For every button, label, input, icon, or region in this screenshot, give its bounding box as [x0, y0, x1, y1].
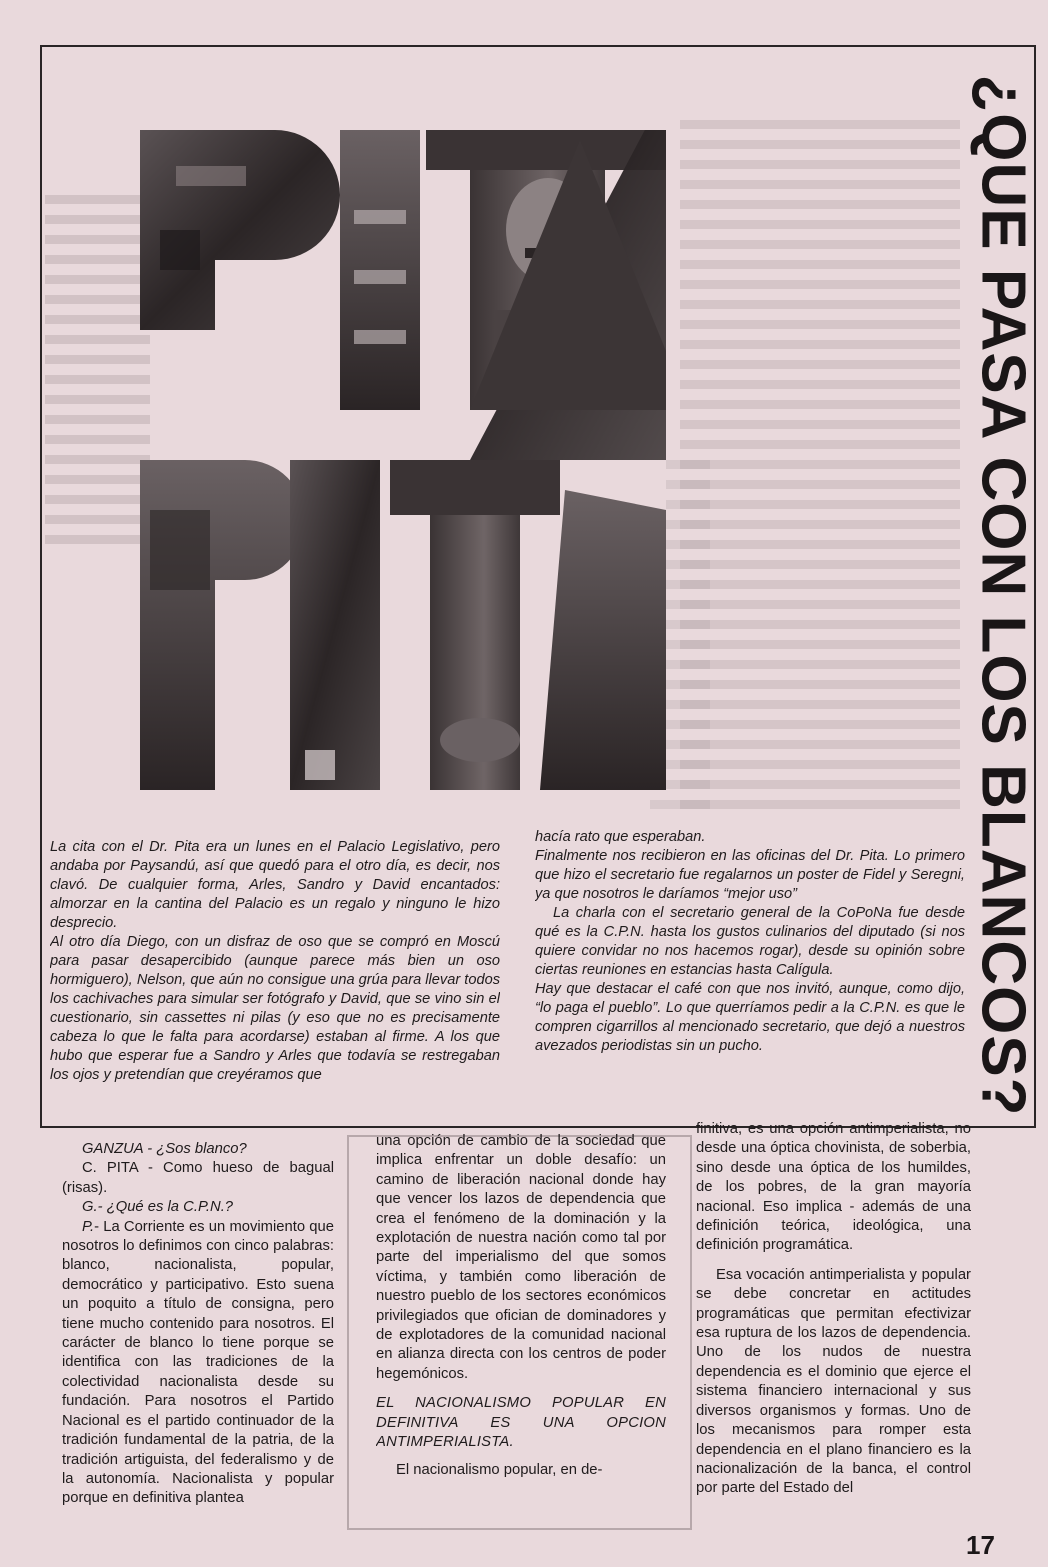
col3-paragraph-1: finitiva, es una opción antimperialista, no desde una óptica chovinista, de soberbia, sino desde una óptica de los humildes, de los pobres, de la gran mayoría nacional. Eso implica - además de una definición teórica, ideológica, una definición programática.: [696, 1121, 971, 1254]
col3-paragraph-2: Esa vocación antimperialista y popular se debe concretar en actitudes programáticas que permitan efectivizar esa ruptura de los lazos de dependencia. Uno de los nudos de nuestra dependencia es el dominio que ejerce el sistema financiero internacional y sus diversos organismos y formas. Uno de los mecanismos para romper esta dependencia en el plano financiero es la nacionalización de la banca, el control por parte del Estado del: [696, 1266, 971, 1497]
letter-i-bottom: [290, 460, 380, 790]
caption-right-p4: Hay que destacar el café con que nos invitó, aunque, como dijo, “lo paga el pueblo”. Lo que querríamos pedir a la C.P.N. es que le compren cigarrillos al mencionado secretario, que dejó a nuestros avezados periodistas sin un pucho.: [535, 981, 965, 1054]
col2-subheading: EL NACIONALISMO POPULAR EN DEFINITIVA ES UNA OPCION ANTIMPERIALISTA.: [376, 1395, 666, 1451]
letter-i-top: [340, 130, 420, 410]
letter-t-bottom: [390, 460, 560, 790]
caption-right: [535, 828, 965, 1118]
caption-right-p1: hacía rato que esperaban.: [535, 829, 706, 845]
caption-right-p2: Finalmente nos recibieron en las oficinas del Dr. Pita. Lo primero que hizo el secretario fue regalarnos un poster de Fidel y Seregni, ya que nosotros le daríamos “mejor uso”: [535, 848, 965, 902]
answer-2-text: - La Corriente es un movimiento que nosotros lo definimos con cinco palabras: blanco, nacionalista, popular, democrático y participativo. Esto suena un poquito a título de consigna, pero tiene mucho contenido para nosotros. El carácter de blanco lo tiene porque se identifica con las tradiciones de la colectividad nacionalista desde su fundación. Para nosotros el Partido Nacional es el partido continuador de la tradición fundamental de la patria, de la tradición artiguista, del federalismo y de la autonomía. Nacionalista y popular porque en definitiva plantea: [62, 1218, 334, 1507]
vertical-title-text: ¿QUE PASA CON LOS BLANCOS?: [969, 73, 1039, 1117]
body-column-2: [376, 1132, 666, 1527]
col2-paragraph-2: El nacionalismo popular, en de-: [396, 1461, 603, 1478]
answer-1: C. PITA - Como hueso de bagual (risas).: [62, 1160, 334, 1196]
pita-letter-collage: [140, 130, 666, 800]
caption-left-p2: Al otro día Diego, con un disfraz de oso que se compró en Moscú para pasar desapercibido (aunque parece más bien un oso hormiguero), Nelson, que aún no consigue una grúa para llevar todos los cachivaches para simular ser fotógrafo y David, que se vino sin el cuestionario, sin cassettes ni pilas (y eso que no es precisamente cabeza lo que le falta para acordarse) estaban al firme. A los que hubo que esperar fue a Sandro y Arles que todavía se restregaban los ojos y pretendían que creyéramos que: [50, 934, 500, 1083]
question-1: GANZUA - ¿Sos blanco?: [82, 1141, 247, 1157]
page-number: 17: [966, 1530, 995, 1560]
answer-2: [62, 1218, 334, 1509]
body-column-1: [62, 1140, 334, 1525]
letter-p-top: [140, 130, 340, 330]
photo-collage: [140, 130, 666, 800]
caption-right-p3: La charla con el secretario general de la CoPoNa fue desde qué es la C.P.N. hasta los gustos culinarios del diputado (si nos quiere convidar no nos hacemos rogar), desde su opinión sobre ciertas reuniones en estancias hasta Calígula.: [535, 905, 965, 978]
caption-left-p1: La cita con el Dr. Pita era un lunes en el Palacio Legislativo, pero andaba por Paysandú, así que quedó para el otro día, es decir, nos clavó. De cualquier forma, Arles, Sandro y David encantados: almorzar en la cantina del Palacio es un regalo y ninguno le hizo desprecio.: [50, 839, 500, 931]
caption-left: [50, 838, 500, 1118]
vertical-title: [966, 60, 1041, 1130]
letter-p-bottom: [140, 460, 305, 790]
col2-paragraph-1: una opción de cambio de la sociedad que implica enfrentar un doble desafío: un camino de liberación nacional donde hay que vencer los lazos de dependencia que crea el fenómeno de la dominación y la explotación de nuestra nación como tal por parte del imperialismo del que somos víctima, y también como liberación de nuestro pueblo de los sectores económicos privilegiados que ofician de dominadores y de explotadores de la comunidad nacional en alianza directa con los centros de poder hegemónicos.: [376, 1133, 666, 1382]
answer-2-prefix: P.: [82, 1218, 95, 1235]
question-2: G.- ¿Qué es la C.P.N.?: [82, 1199, 234, 1216]
body-column-3: [696, 1120, 971, 1535]
